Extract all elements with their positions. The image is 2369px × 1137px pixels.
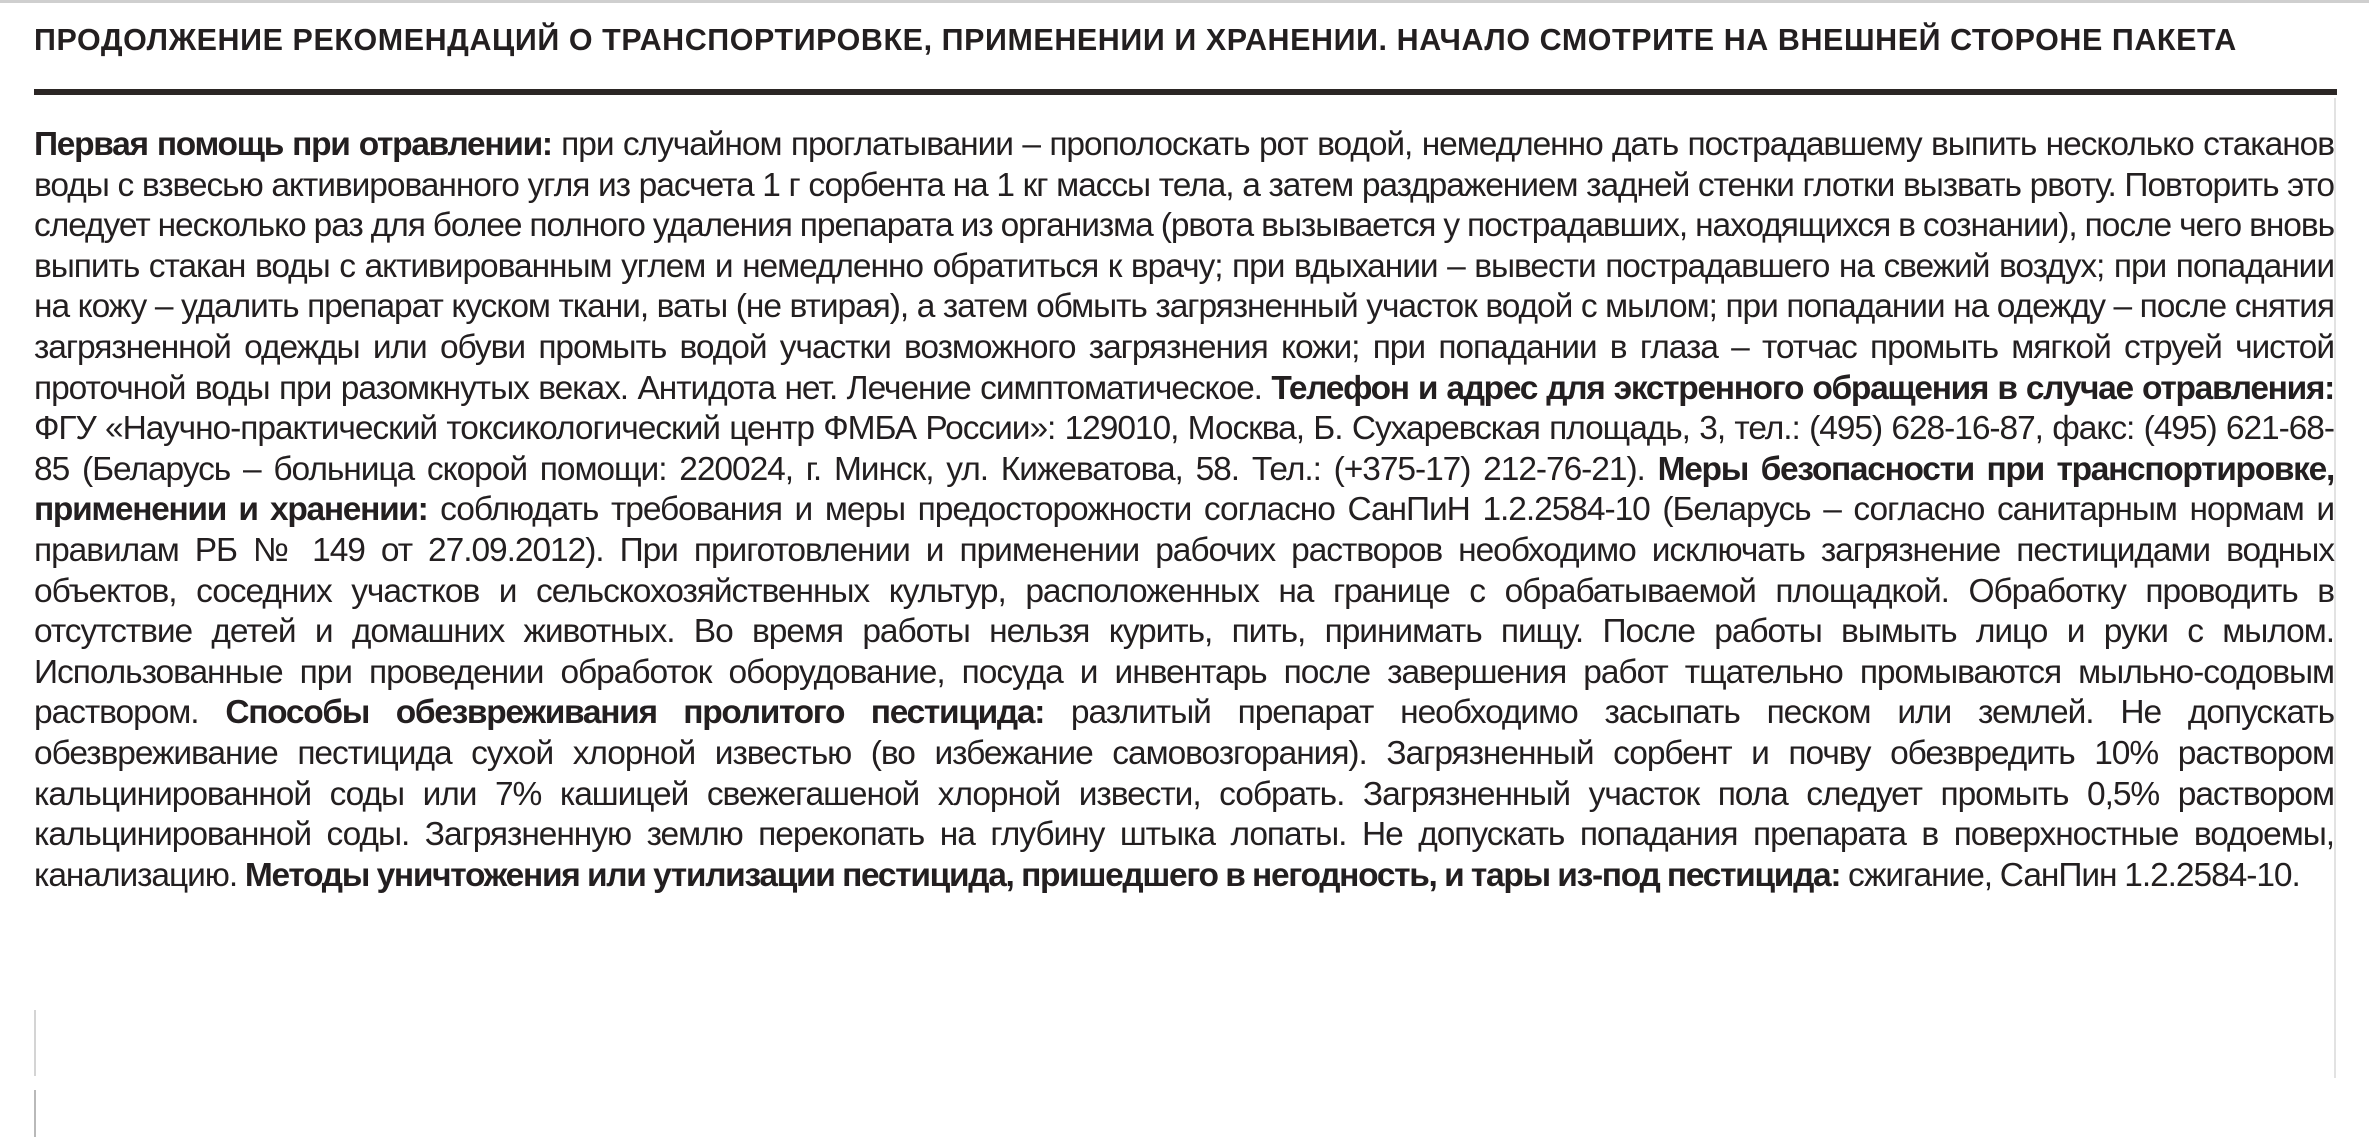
section-text-disposal: сжигание, СанПин 1.2.2584-10.	[1840, 856, 2300, 894]
left-guide-line	[34, 1010, 36, 1076]
instructions-text	[34, 125, 2334, 896]
section-heading-first-aid: Первая помощь при отравлении:	[34, 126, 552, 163]
section-heading-safety-measures: Меры безопасности при транспортировке, применении и хранении:	[34, 450, 2334, 529]
section-text-safety-measures: соблюдать требования и меры предосторожности согласно СанПиН 1.2.2584-10 (Беларусь – согласно санитарным нормам и правилам РБ № 149 от 27.09.2012). При приготовлении и применении рабочих растворов необходимо исключать загрязнение пестицидами водных объектов, соседних участков и сельскохозяйственных культур, расположенных на границе с обрабатываемой площадкой. Обработку проводить в отсутствие детей и домашних животных. Во время работы нельзя курить, пить, принимать пищу. После работы вымыть лицо и руки с мылом. Использованные при проведении обработок оборудование, посуда и инвентарь после завершения работ тщательно промываются мыльно-содовым раствором.	[34, 491, 2334, 732]
section-text-spill-neutralization: разлитый препарат необходимо засыпать песком или землей. Не допускать обезвреживание пестицида сухой хлорной известью (во избежание самовозгорания). Загрязненный сорбент и почву обезвредить 10% раствором кальцинированной соды или 7% кашицей свежегашеной хлорной извести, собрать. Загрязненный участок пола следует промыть 0,5% раствором кальцинированной соды. Загрязненную землю перекопать на глубину штыка лопаты. Не допускать попадания препарата в поверхностные водоемы, канализацию.	[34, 694, 2335, 894]
header-divider	[34, 89, 2337, 95]
left-guide-line-bottom	[34, 1090, 36, 1137]
section-text-emergency-contacts: ФГУ «Научно-практический токсикологический центр ФМБА России»: 129010, Москва, Б. Сухаревская площадь, 3, тел.: (495) 628-16-87, факс: (495) 621-68-85 (Беларусь – больница скорой помощи: 220024, г. Минск, ул. Кижеватова, 58. Тел.: (+375-17) 212-76-21).	[34, 410, 2334, 488]
page-header: ПРОДОЛЖЕНИЕ РЕКОМЕНДАЦИЙ О ТРАНСПОРТИРОВКЕ, ПРИМЕНЕНИИ И ХРАНЕНИИ. НАЧАЛО СМОТРИТЕ НА ВНЕШНЕЙ СТОРОНЕ ПАКЕТА	[34, 22, 2237, 57]
section-heading-disposal: Методы уничтожения или утилизации пестицида, пришедшего в негодность, и тары из-под пестицида:	[244, 856, 1841, 894]
section-heading-spill-neutralization: Способы обезвреживания пролитого пестицида:	[225, 694, 1045, 732]
right-guide-line	[2334, 98, 2336, 1078]
section-text-first-aid: при случайном проглатывании – прополоскать рот водой, немедленно дать пострадавшему выпить несколько стаканов воды с взвесью активированного угля из расчета 1 г сорбента на 1 кг массы тела, а затем раздражением задней стенки глотки вызвать рвоту. Повторить это следует несколько раз для более полного удаления препарата из организма (рвота вызывается у пострадавших, находящихся в сознании), после чего вновь выпить стакан воды с активированным углем и немедленно обратиться к врачу; при вдыхании – вывести пострадавшего на свежий воздух; при попадании на кожу – удалить препарат куском ткани, ваты (не втирая), а затем обмыть загрязненный участок водой с мылом; при попадании на одежду – после снятия загрязненной одежды или обуви промыть водой участки возможного загрязнения кожи; при попадании в глаза – тотчас промыть мягкой струей чистой проточной воды при разомкнутых веках. Антидота нет. Лечение симптоматическое.	[34, 126, 2335, 407]
section-heading-emergency-contacts: Телефон и адрес для экстренного обращения в случае отравления:	[1271, 369, 2334, 407]
top-edge-line	[0, 0, 2369, 3]
